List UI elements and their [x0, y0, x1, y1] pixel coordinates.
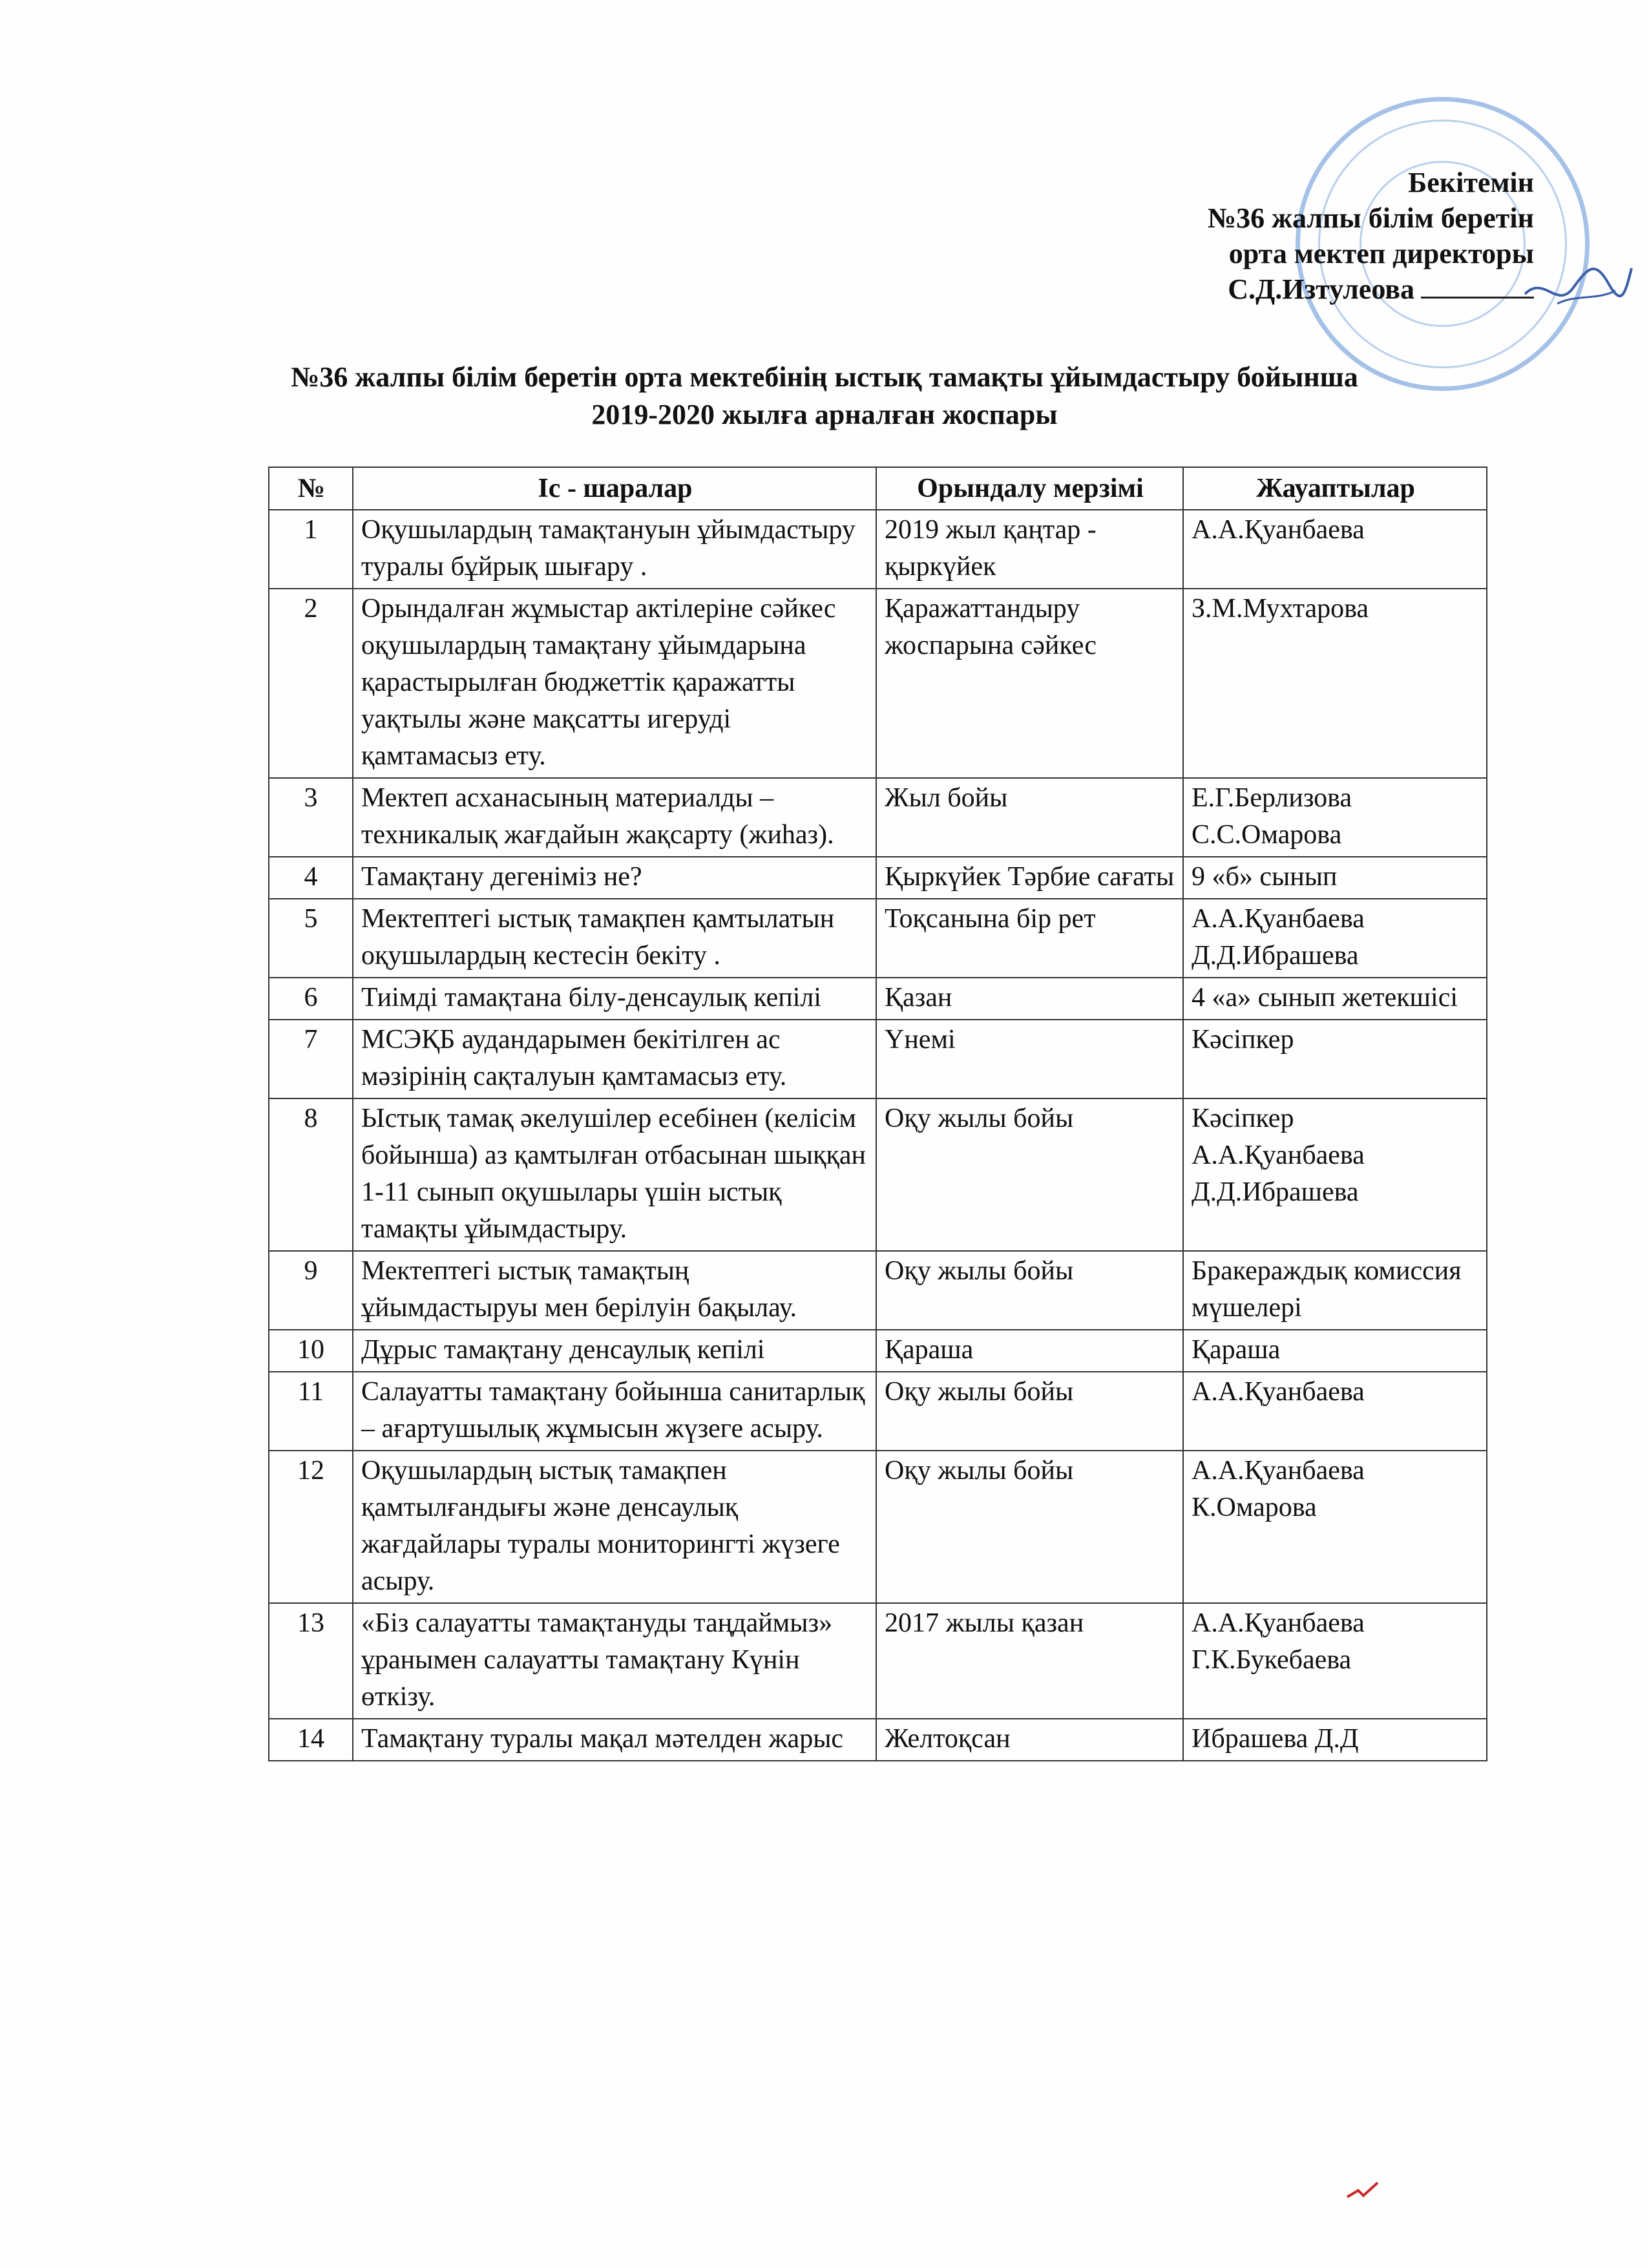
- row-number: 12: [269, 1451, 353, 1603]
- responsible-person: Кәсіпкер: [1192, 1025, 1294, 1055]
- table-row: [269, 857, 1487, 899]
- responsible-person: К.Омарова: [1192, 1493, 1317, 1522]
- row-deadline: Оқу жылы бойы: [876, 1098, 1183, 1251]
- responsible-person: С.С.Омарова: [1192, 820, 1342, 850]
- table-row: [269, 1020, 1487, 1098]
- row-deadline: Үнемі: [876, 1020, 1183, 1098]
- row-responsible: [1183, 1719, 1487, 1761]
- approval-block: [1208, 165, 1534, 307]
- row-responsible: [1183, 1451, 1487, 1603]
- row-deadline: Оқу жылы бойы: [876, 1251, 1183, 1330]
- row-activity: Орындалған жұмыстар актілеріне сәйкес оқушылардың тамақтану ұйымдарына қарастырылған бюджеттік қаражатты уақтылы және мақсатты игеруді қамтамасыз ету.: [353, 589, 876, 778]
- table-row: [269, 1098, 1487, 1251]
- header-responsible: Жауаптылар: [1183, 467, 1487, 510]
- responsible-person: А.А.Қуанбаева: [1192, 1608, 1365, 1638]
- row-deadline: Желтоқсан: [876, 1719, 1183, 1761]
- row-activity: Тамақтану туралы мақал мәтелден жарыс: [353, 1719, 876, 1761]
- responsible-person: А.А.Қуанбаева: [1192, 1377, 1365, 1407]
- header-number: №: [269, 467, 353, 510]
- row-number: 8: [269, 1098, 353, 1251]
- row-responsible: [1183, 1372, 1487, 1451]
- row-activity: Салауатты тамақтану бойынша санитарлық – ағартушылық жұмысын жүзеге асыру.: [353, 1372, 876, 1451]
- row-number: 2: [269, 589, 353, 778]
- row-responsible: [1183, 1330, 1487, 1372]
- responsible-person: З.М.Мухтарова: [1192, 594, 1369, 624]
- responsible-person: 4 «а» сынып жетекшісі: [1192, 983, 1458, 1013]
- approval-school: №36 жалпы білім беретін: [1207, 202, 1534, 234]
- row-deadline: Жыл бойы: [876, 778, 1183, 857]
- red-pen-mark: [1344, 2178, 1383, 2203]
- row-deadline: Оқу жылы бойы: [876, 1372, 1183, 1451]
- row-number: 9: [269, 1251, 353, 1330]
- responsible-person: А.А.Қуанбаева: [1192, 1456, 1365, 1486]
- row-activity: Дұрыс тамақтану денсаулық кепілі: [353, 1330, 876, 1372]
- row-deadline: Оқу жылы бойы: [876, 1451, 1183, 1603]
- table-row: [269, 1372, 1487, 1451]
- row-responsible: [1183, 589, 1487, 778]
- title-line-2: 2019-2020 жылға арналған жоспары: [591, 399, 1058, 430]
- document-title: [0, 359, 1649, 434]
- row-responsible: [1183, 510, 1487, 589]
- title-line-1: №36 жалпы білім беретін орта мектебінің ыстық тамақты ұйымдастыру бойынша: [291, 361, 1358, 393]
- row-responsible: [1183, 1251, 1487, 1330]
- row-number: 6: [269, 978, 353, 1020]
- row-responsible: [1183, 1603, 1487, 1719]
- responsible-person: Бракераждық комиссия мүшелері: [1192, 1256, 1462, 1323]
- row-number: 1: [269, 510, 353, 589]
- table-row: [269, 978, 1487, 1020]
- responsible-person: Кәсіпкер: [1192, 1104, 1294, 1133]
- responsible-person: Ибрашева Д.Д: [1192, 1724, 1359, 1754]
- table-row: [269, 778, 1487, 857]
- row-responsible: [1183, 1098, 1487, 1251]
- responsible-person: Г.К.Букебаева: [1192, 1645, 1352, 1675]
- row-activity: Тамақтану дегеніміз не?: [353, 857, 876, 899]
- row-number: 10: [269, 1330, 353, 1372]
- table-header-row: [269, 467, 1487, 510]
- responsible-person: А.А.Қуанбаева: [1192, 515, 1365, 545]
- responsible-person: А.А.Қуанбаева: [1192, 904, 1365, 934]
- row-activity: Оқушылардың ыстық тамақпен қамтылғандығы және денсаулық жағдайлары туралы мониторингті жүзеге асыру.: [353, 1451, 876, 1603]
- row-responsible: [1183, 1020, 1487, 1098]
- header-activity: Іс - шаралар: [353, 467, 876, 510]
- responsible-person: Е.Г.Берлизова: [1192, 783, 1352, 813]
- row-activity: Оқушылардың тамақтануын ұйымдастыру туралы бұйрық шығару .: [353, 510, 876, 589]
- row-activity: МСЭҚБ аудандарымен бекітілген ас мәзірінің сақталуын қамтамасыз ету.: [353, 1020, 876, 1098]
- plan-table-body: [269, 510, 1487, 1761]
- approval-heading: Бекітемін: [1408, 167, 1534, 198]
- header-deadline: Орындалу мерзімі: [876, 467, 1183, 510]
- row-deadline: Қараша: [876, 1330, 1183, 1372]
- row-number: 5: [269, 899, 353, 978]
- row-number: 13: [269, 1603, 353, 1719]
- row-number: 7: [269, 1020, 353, 1098]
- plan-table: [268, 467, 1487, 1761]
- responsible-person: А.А.Қуанбаева: [1192, 1140, 1365, 1170]
- row-activity: Ыстық тамақ әкелушілер есебінен (келісім бойынша) аз қамтылған отбасынан шыққан 1-11 сынып оқушылары үшін ыстық тамақты ұйымдастыру.: [353, 1098, 876, 1251]
- table-row: [269, 1330, 1487, 1372]
- row-deadline: Тоқсанына бір рет: [876, 899, 1183, 978]
- row-activity: Мектеп асханасының материалды – техникалық жағдайын жақсарту (жиһаз).: [353, 778, 876, 857]
- row-deadline: Қыркүйек Тәрбие сағаты: [876, 857, 1183, 899]
- handwritten-signature: [1518, 249, 1635, 320]
- row-number: 3: [269, 778, 353, 857]
- table-row: [269, 1719, 1487, 1761]
- row-deadline: Қазан: [876, 978, 1183, 1020]
- row-number: 11: [269, 1372, 353, 1451]
- row-responsible: [1183, 778, 1487, 857]
- table-row: [269, 1251, 1487, 1330]
- row-responsible: [1183, 857, 1487, 899]
- row-number: 14: [269, 1719, 353, 1761]
- responsible-person: Қараша: [1192, 1335, 1281, 1365]
- row-activity: «Біз салауатты тамақтануды таңдаймыз» ұранымен салауатты тамақтану Күнін өткізу.: [353, 1603, 876, 1719]
- table-row: [269, 1451, 1487, 1603]
- approval-position: орта мектеп директоры: [1228, 238, 1534, 269]
- row-activity: Тиімді тамақтана білу-денсаулық кепілі: [353, 978, 876, 1020]
- row-deadline: 2019 жыл қаңтар - қыркүйек: [876, 510, 1183, 589]
- approval-director-name: С.Д.Изтулеова: [1228, 273, 1414, 305]
- table-row: [269, 589, 1487, 778]
- row-activity: Мектептегі ыстық тамақпен қамтылатын оқушылардың кестесін бекіту .: [353, 899, 876, 978]
- table-row: [269, 899, 1487, 978]
- row-responsible: [1183, 899, 1487, 978]
- signature-line: [1421, 272, 1534, 299]
- responsible-person: 9 «б» сынып: [1192, 862, 1338, 892]
- row-activity: Мектептегі ыстық тамақтың ұйымдастыруы мен берілуін бақылау.: [353, 1251, 876, 1330]
- table-row: [269, 510, 1487, 589]
- table-row: [269, 1603, 1487, 1719]
- row-responsible: [1183, 978, 1487, 1020]
- responsible-person: Д.Д.Ибрашева: [1192, 1177, 1359, 1207]
- row-number: 4: [269, 857, 353, 899]
- row-deadline: Қаражаттандыру жоспарына сәйкес: [876, 589, 1183, 778]
- responsible-person: Д.Д.Ибрашева: [1192, 941, 1359, 971]
- row-deadline: 2017 жылы қазан: [876, 1603, 1183, 1719]
